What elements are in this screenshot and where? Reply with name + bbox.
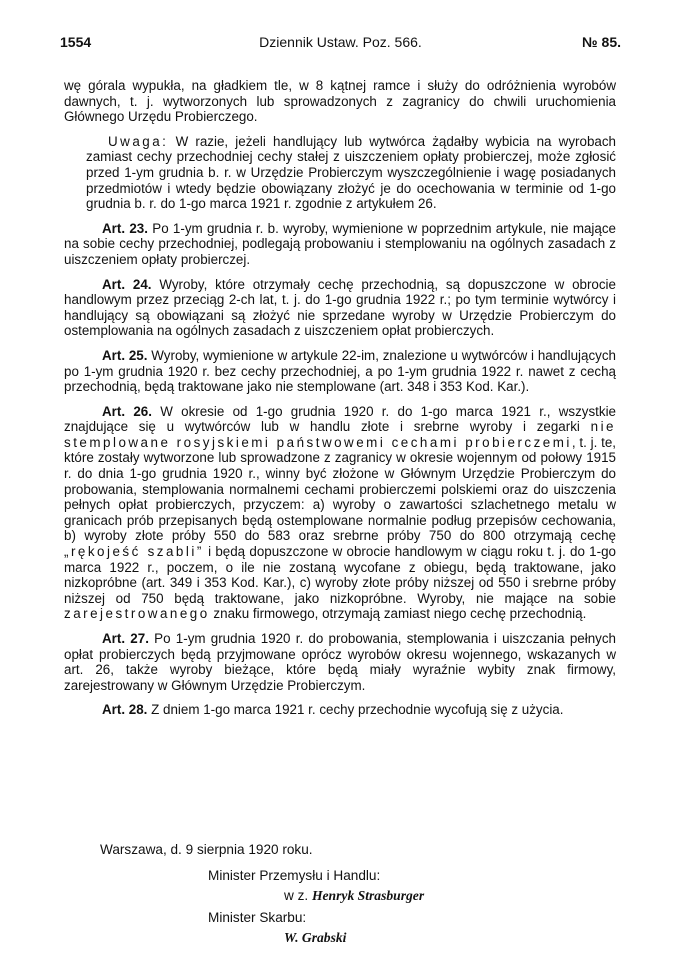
minister-1-title: Minister Przemysłu i Handlu: [208, 868, 381, 883]
minister-2-title: Minister Skarbu: [208, 910, 307, 925]
article-26-spaced-b: „rękojeść szabli” [64, 544, 204, 560]
article-28 [64, 702, 616, 718]
minister-1-prefix: w z. [284, 888, 309, 903]
article-24 [64, 277, 616, 339]
article-23-text: Po 1-ym grudnia r. b. wyroby, wymienione w poprzednim artykule, nie mające na sobie cechy przechodniej, podlegają probowaniu i stemplowaniu na ogólnych zasadach z uiszczeniem opłaty probierczej. [64, 220, 616, 267]
minister-1-signature [284, 888, 424, 904]
article-25-label: Art. 25. [102, 347, 148, 363]
article-26-text-b: , t. j. te, które zostały wytworzone lub sprowadzone z zagranicy w okresie wojennym od połowy 1915 r. do dnia 1-go grudnia 1920 r., winny być złożone w Głównym Urzędzie Probierczym do probowania, stemplowania normalnemi cechami probierczemi polskiemi oraz do uiszczenia pełnych opłat probierczych, przyczem: a) wyroby o zawartości szlachetnego metalu w granicach prób przepisanych będą ostemplowane normalnie podług przepisów cechowania, b) wyroby złote próby 550 do 583 oraz srebrne próby 750 do 800 otrzymają cechę [64, 434, 616, 544]
document-body [64, 78, 616, 727]
minister-2-name-text: W. Grabski [284, 930, 347, 945]
minister-2-name [284, 930, 346, 946]
article-23 [64, 221, 616, 268]
article-26-text-d: znaku firmowego, otrzymają zamiast niego cechę przechodnią. [209, 606, 587, 622]
continuation-paragraph: wę górala wypukła, na gładkiem tle, w 8 kątnej ramce i służy do odróżnienia wyrobów dawnych, t. j. wytworzonych lub sprowadzonych z zagranicy do chwili uruchomienia Głównego Urzędu Probierczego. [64, 78, 616, 125]
page-number: 1554 [60, 34, 92, 50]
issue-number: № 85. [582, 34, 621, 50]
article-26-spaced-c: zarejestrowanego [64, 606, 210, 622]
article-28-label: Art. 28. [102, 702, 148, 718]
article-26-label: Art. 26. [102, 403, 152, 419]
article-27 [64, 631, 616, 693]
article-26-spaced-a: nie stemplowane rosyjskiemi państwowemi cechami probierczemi [64, 419, 616, 450]
article-26 [64, 404, 616, 622]
article-26-text-a: W okresie od 1-go grudnia 1920 r. do 1-go marca 1921 r., wszystkie znajdujące się u wytwórców lub w handlu złote i srebrne wyroby i zegarki [64, 403, 616, 435]
article-25 [64, 348, 616, 395]
note-paragraph [86, 134, 616, 212]
page-header [60, 34, 621, 56]
article-24-text: Wyroby, które otrzymały cechę przechodnią, są dopuszczone w obrocie handlowym przez przeciąg 2-ch lat, t. j. do 1-go grudnia 1922 r.; po tym terminie wytwórcy i handlujący są obowiązani są złożyć nie sprzedane wyroby w Urzędzie Probierczym do ostemplowania na ogólnych zasadach z uiszczeniem opłat probierczych. [64, 276, 616, 339]
note-label: Uwaga: [108, 133, 169, 149]
article-27-text: Po 1-ym grudnia 1920 r. do probowania, stemplowania i uiszczania pełnych opłat probierczych będą przyjmowane oprócz wyrobów okresu wojennego, wskazanych w art. 26, także wyroby bieżące, które będą miały wyraźnie wybity znak firmowy, zarejestrowany w Głównym Urzędzie Probierczym. [64, 631, 616, 693]
article-24-label: Art. 24. [102, 276, 152, 292]
article-25-text: Wyroby, wymienione w artykule 22-im, znalezione u wytwórców i handlujących po 1-ym grudnia 1920 r. bez cechy przechodniej, a po 1-ym grudnia 1922 r. nawet z cechą przechodnią, będą traktowane jako nie stemplowane (art. 348 i 353 Kod. Kar.). [64, 347, 617, 395]
place-date: Warszawa, d. 9 sierpnia 1920 roku. [100, 842, 313, 857]
minister-1-name: Henryk Strasburger [311, 888, 425, 903]
article-23-label: Art. 23. [102, 220, 148, 236]
article-27-label: Art. 27. [102, 631, 149, 646]
note-text: W razie, jeżeli handlujący lub wytwórca żądałby wybicia na wyrobach zamiast cechy przechodniej cechy stałej z uiszczeniem opłaty probierczej, może zgłosić przed 1-ym grudnia b. r. w Urzędzie Probierczym wyszczególnienie i wagę posiadanych przedmiotów i wtedy będzie obowiązany złożyć je do ocechowania w terminie od 1-go grudnia b. r. do 1-go marca 1921 r. zgodnie z artykułem 26. [86, 133, 616, 212]
article-26-text-c: i będą dopuszczone w obrocie handlowym w ciągu roku t. j. do 1-go marca 1922 r., poczem, o ile nie zostaną wycofane z obiegu, będą traktowane, jako nizkopróbne (art. 349 i 353 Kod. Kar.), c) wyroby złote próby niższej od 550 i srebrne próby niższej od 750 będą traktowane, jako nizkopróbne. Wyroby, nie mające na sobie [64, 544, 616, 606]
journal-title: Dziennik Ustaw. Poz. 566. [259, 34, 422, 50]
article-28-text: Z dniem 1-go marca 1921 r. cechy przechodnie wycofują się z użycia. [147, 702, 564, 718]
